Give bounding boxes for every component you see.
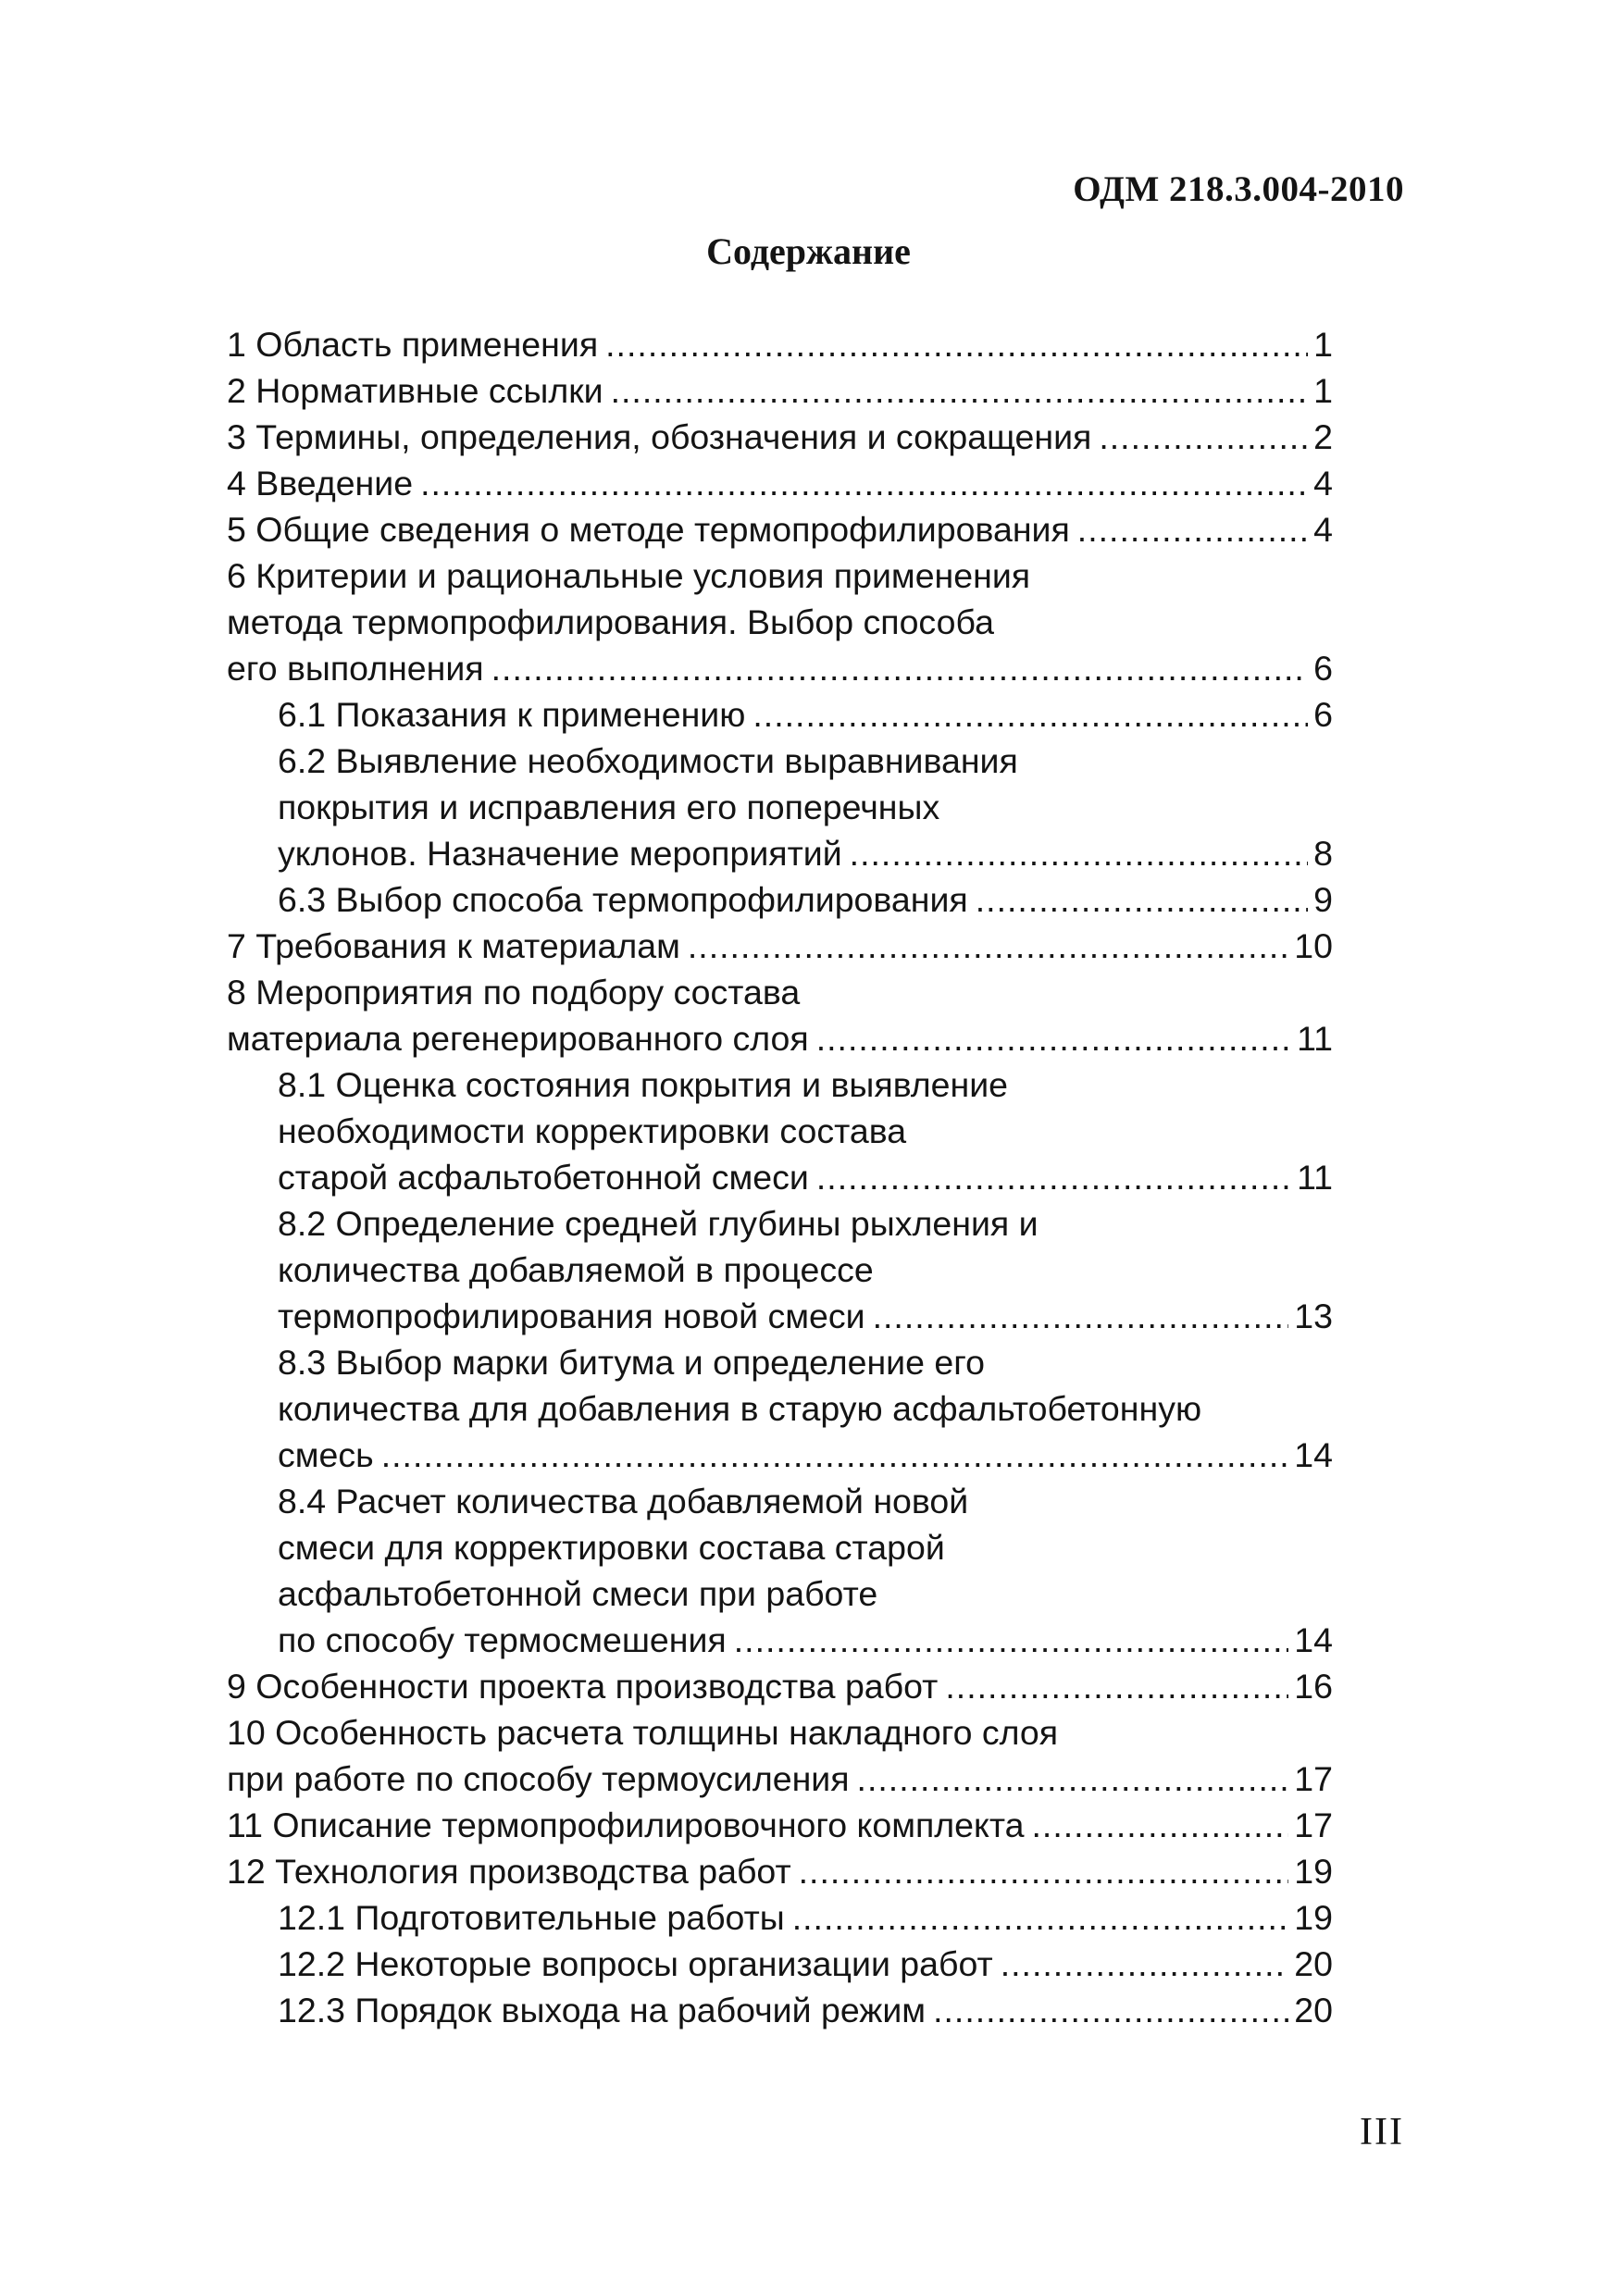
toc-entry-label: покрытия и исправления его поперечных — [278, 788, 940, 826]
toc-line — [227, 1663, 1333, 1709]
dot-leader — [1031, 1802, 1288, 1848]
toc-line — [227, 1247, 1333, 1293]
toc-line — [227, 321, 1333, 367]
toc-entry-label: 10 Особенность расчета толщины накладного слоя — [227, 1713, 1059, 1752]
dot-leader — [753, 691, 1308, 738]
toc-line — [227, 876, 1333, 923]
toc-page-number: 8 — [1313, 834, 1333, 873]
toc-page-number: 17 — [1294, 1759, 1333, 1798]
toc-line — [227, 784, 1333, 830]
toc-entry-label: 6 Критерии и рациональные условия применения — [227, 556, 1031, 595]
toc-entry-label: смесь — [278, 1435, 374, 1474]
toc-page-number: 9 — [1313, 880, 1333, 919]
dot-leader — [420, 460, 1308, 506]
dot-leader — [605, 321, 1308, 367]
toc-line — [227, 1385, 1333, 1432]
toc-line — [227, 830, 1333, 876]
toc-entry-label: метода термопрофилирования. Выбор способа — [227, 602, 994, 641]
toc-entry-label: 6.3 Выбор способа термопрофилирования — [278, 880, 968, 919]
toc-entry-label: старой асфальтобетонной смеси — [278, 1158, 809, 1197]
toc-entry[interactable] — [227, 1663, 1333, 1709]
toc-entry[interactable] — [227, 691, 1333, 738]
toc-line — [227, 738, 1333, 784]
toc-page-number: 20 — [1294, 1944, 1333, 1983]
toc-entry[interactable] — [227, 1894, 1333, 1941]
toc-line — [227, 1293, 1333, 1339]
dot-leader — [1099, 414, 1308, 460]
toc-entry-label: необходимости корректировки состава — [278, 1111, 907, 1150]
toc-line — [227, 1941, 1333, 1987]
toc-line — [227, 691, 1333, 738]
toc-entry-label: его выполнения — [227, 649, 484, 688]
toc-entry[interactable] — [227, 1200, 1333, 1339]
toc-line — [227, 1848, 1333, 1894]
toc-entry-label: 8.4 Расчет количества добавляемой новой — [278, 1482, 969, 1520]
toc-line — [227, 367, 1333, 414]
toc-page-number: 17 — [1294, 1806, 1333, 1844]
toc-entry[interactable] — [227, 506, 1333, 552]
toc-entry[interactable] — [227, 1941, 1333, 1987]
dot-leader — [945, 1663, 1288, 1709]
toc-line — [227, 1200, 1333, 1247]
toc-line — [227, 506, 1333, 552]
toc-entry[interactable] — [227, 1848, 1333, 1894]
dot-leader — [976, 876, 1308, 923]
dot-leader — [873, 1293, 1289, 1339]
toc-line — [227, 1432, 1333, 1478]
toc-entry[interactable] — [227, 414, 1333, 460]
toc-line — [227, 1478, 1333, 1524]
dot-leader — [611, 367, 1309, 414]
toc-entry-label: 6.2 Выявление необходимости выравнивания — [278, 741, 1018, 780]
toc-page-number: 4 — [1313, 510, 1333, 549]
toc-entry-label: асфальтобетонной смеси при работе — [278, 1574, 878, 1613]
toc-entry-label: 9 Особенности проекта производства работ — [227, 1667, 939, 1706]
toc-page-number: 2 — [1313, 417, 1333, 456]
toc-entry[interactable] — [227, 1709, 1333, 1802]
toc-page-number: 14 — [1294, 1620, 1333, 1659]
dot-leader — [799, 1848, 1289, 1894]
toc-entry[interactable] — [227, 969, 1333, 1061]
toc-page-number: 19 — [1294, 1898, 1333, 1937]
toc-entry-label: 2 Нормативные ссылки — [227, 371, 603, 410]
table-of-contents — [227, 321, 1333, 2033]
toc-page-number: 10 — [1294, 926, 1333, 965]
dot-leader — [857, 1756, 1289, 1802]
dot-leader — [1077, 506, 1308, 552]
toc-entry[interactable] — [227, 1339, 1333, 1478]
toc-entry[interactable] — [227, 876, 1333, 923]
toc-entry-label: 12.2 Некоторые вопросы организации работ — [278, 1944, 993, 1983]
toc-entry-label: смеси для корректировки состава старой — [278, 1528, 945, 1567]
page-title: Содержание — [706, 230, 911, 272]
toc-line — [227, 1617, 1333, 1663]
dot-leader — [1001, 1941, 1289, 1987]
toc-entry[interactable] — [227, 321, 1333, 367]
toc-entry-label: 1 Область применения — [227, 325, 599, 364]
toc-entry-label: 8.1 Оценка состояния покрытия и выявление — [278, 1065, 1009, 1104]
toc-line — [227, 1524, 1333, 1570]
toc-page-number: 14 — [1294, 1435, 1333, 1474]
dot-leader — [850, 830, 1308, 876]
toc-line — [227, 599, 1333, 645]
toc-line — [227, 1108, 1333, 1154]
toc-entry-label: 8.3 Выбор марки битума и определение его — [278, 1343, 985, 1382]
toc-entry-label: 6.1 Показания к применению — [278, 695, 746, 734]
toc-entry-label: 4 Введение — [227, 464, 414, 503]
dot-leader — [816, 1154, 1291, 1200]
dot-leader — [792, 1894, 1289, 1941]
toc-entry[interactable] — [227, 367, 1333, 414]
toc-entry[interactable] — [227, 923, 1333, 969]
toc-line — [227, 969, 1333, 1015]
toc-page-number: 4 — [1313, 464, 1333, 503]
toc-entry-label: 8.2 Определение средней глубины рыхления и — [278, 1204, 1039, 1243]
toc-entry-label: при работе по способу термоусиления — [227, 1759, 850, 1798]
toc-entry-label: материала регенерированного слоя — [227, 1019, 809, 1058]
toc-page-number: 1 — [1313, 325, 1333, 364]
toc-page-number: 19 — [1294, 1852, 1333, 1891]
toc-page-number: 13 — [1294, 1297, 1333, 1335]
dot-leader — [688, 923, 1288, 969]
toc-line — [227, 1709, 1333, 1756]
toc-page-number: 16 — [1294, 1667, 1333, 1706]
toc-line — [227, 1061, 1333, 1108]
toc-line — [227, 1894, 1333, 1941]
toc-entry-label: 12 Технология производства работ — [227, 1852, 791, 1891]
toc-line — [227, 552, 1333, 599]
toc-entry[interactable] — [227, 552, 1333, 691]
toc-line — [227, 1154, 1333, 1200]
toc-page-number: 6 — [1313, 695, 1333, 734]
page-number: III — [1360, 2111, 1404, 2153]
toc-page-number: 1 — [1313, 371, 1333, 410]
toc-page-number: 11 — [1297, 1158, 1333, 1197]
toc-line — [227, 1802, 1333, 1848]
toc-entry[interactable] — [227, 1987, 1333, 2033]
toc-entry-label: 5 Общие сведения о методе термопрофилирования — [227, 510, 1070, 549]
toc-entry[interactable] — [227, 460, 1333, 506]
toc-line — [227, 645, 1333, 691]
toc-entry[interactable] — [227, 738, 1333, 876]
dot-leader — [933, 1987, 1288, 2033]
toc-entry-label: 12.3 Порядок выхода на рабочий режим — [278, 1991, 927, 2029]
dot-leader — [816, 1015, 1291, 1061]
toc-line — [227, 460, 1333, 506]
toc-entry-label: 7 Требования к материалам — [227, 926, 680, 965]
toc-entry-label: уклонов. Назначение мероприятий — [278, 834, 842, 873]
toc-line — [227, 1570, 1333, 1617]
toc-entry-label: 11 Описание термопрофилировочного комплекта — [227, 1806, 1025, 1844]
toc-page-number: 20 — [1294, 1991, 1333, 2029]
toc-line — [227, 414, 1333, 460]
toc-page-number: 6 — [1313, 649, 1333, 688]
toc-entry-label: количества для добавления в старую асфальтобетонную — [278, 1389, 1202, 1428]
dot-leader — [491, 645, 1309, 691]
toc-entry-label: термопрофилирования новой смеси — [278, 1297, 865, 1335]
dot-leader — [734, 1617, 1289, 1663]
toc-entry-label: количества добавляемой в процессе — [278, 1250, 874, 1289]
dot-leader — [381, 1432, 1289, 1478]
toc-line — [227, 1756, 1333, 1802]
toc-entry-label: 3 Термины, определения, обозначения и сокращения — [227, 417, 1092, 456]
toc-page-number: 11 — [1297, 1019, 1333, 1058]
toc-entry-label: 12.1 Подготовительные работы — [278, 1898, 785, 1937]
toc-entry-label: по способу термосмешения — [278, 1620, 727, 1659]
toc-line — [227, 1987, 1333, 2033]
toc-entry[interactable] — [227, 1478, 1333, 1663]
toc-entry[interactable] — [227, 1802, 1333, 1848]
toc-line — [227, 1015, 1333, 1061]
toc-line — [227, 923, 1333, 969]
toc-entry[interactable] — [227, 1061, 1333, 1200]
toc-line — [227, 1339, 1333, 1385]
document-code: ОДМ 218.3.004-2010 — [1073, 169, 1404, 209]
toc-entry-label: 8 Мероприятия по подбору состава — [227, 973, 801, 1011]
